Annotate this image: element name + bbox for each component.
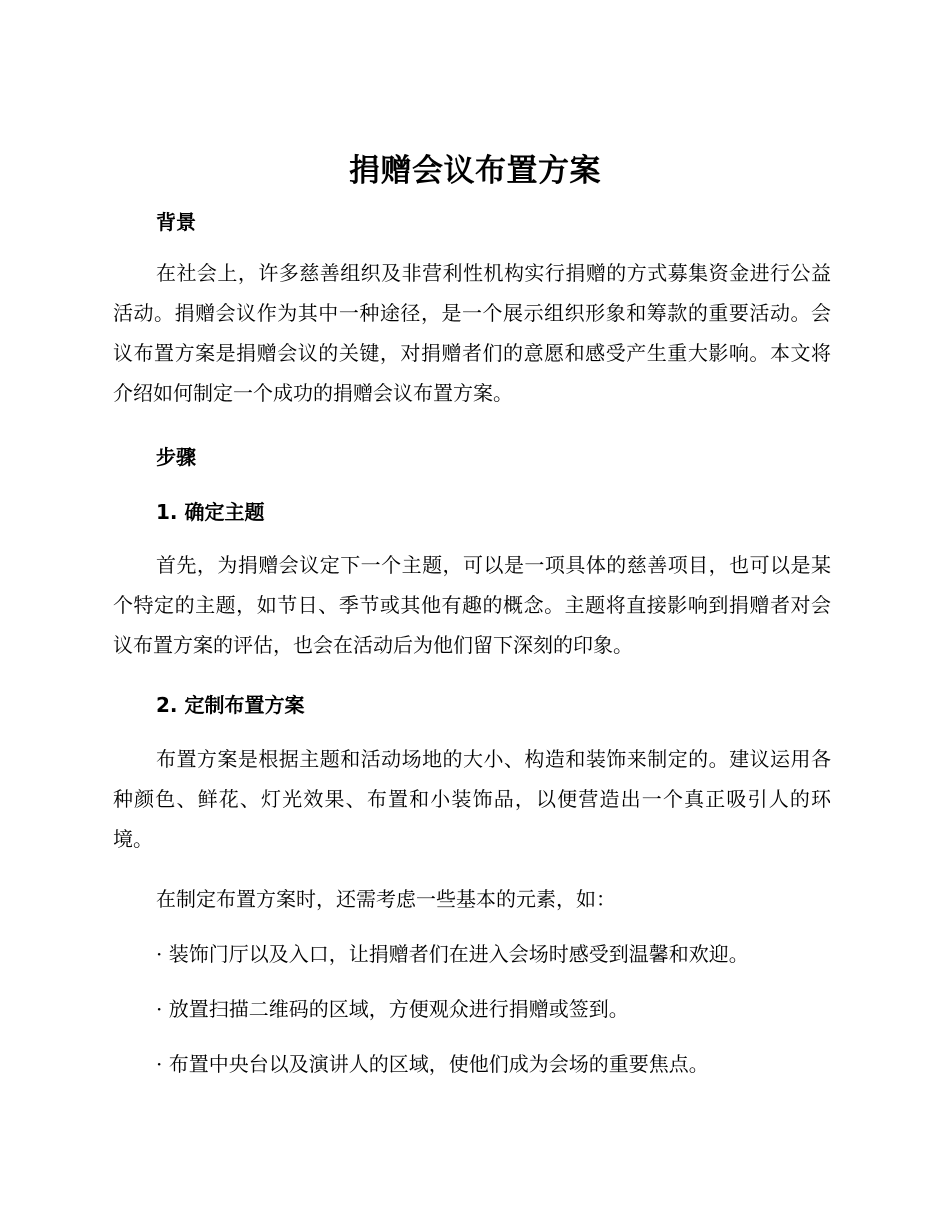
step1-paragraph: 首先，为捐赠会议定下一个主题，可以是一项具体的慈善项目，也可以是某个特定的主题，如节日、季节或其他有趣的概念。主题将直接影响到捐赠者对会议布置方案的评估，也会在活动后为他们留下深刻的印象。 bbox=[113, 553, 831, 657]
bullet-item: · 装饰门厅以及入口，让捐赠者们在进入会场时感受到温馨和欢迎。 bbox=[156, 942, 749, 966]
step1-heading: 1. 确定主题 bbox=[156, 500, 265, 524]
bullet-item: · 放置扫描二维码的区域，方便观众进行捐赠或签到。 bbox=[156, 997, 629, 1021]
document-title: 捐赠会议布置方案 bbox=[349, 153, 601, 189]
elements-intro: 在制定布置方案时，还需考虑一些基本的元素，如： bbox=[156, 887, 616, 911]
step2-paragraph: 布置方案是根据主题和活动场地的大小、构造和装饰来制定的。建议运用各种颜色、鲜花、灯光效果、布置和小装饰品，以便营造出一个真正吸引人的环境。 bbox=[113, 747, 831, 851]
steps-heading: 步骤 bbox=[156, 445, 196, 469]
background-heading: 背景 bbox=[156, 210, 196, 234]
bullet-item: · 布置中央台以及演讲人的区域，使他们成为会场的重要焦点。 bbox=[156, 1052, 709, 1076]
step2-heading: 2. 定制布置方案 bbox=[156, 693, 305, 717]
background-paragraph: 在社会上，许多慈善组织及非营利性机构实行捐赠的方式募集资金进行公益活动。捐赠会议作为其中一种途径，是一个展示组织形象和筹款的重要活动。会议布置方案是捐赠会议的关键，对捐赠者们的意愿和感受产生重大影响。本文将介绍如何制定一个成功的捐赠会议布置方案。 bbox=[113, 261, 831, 405]
